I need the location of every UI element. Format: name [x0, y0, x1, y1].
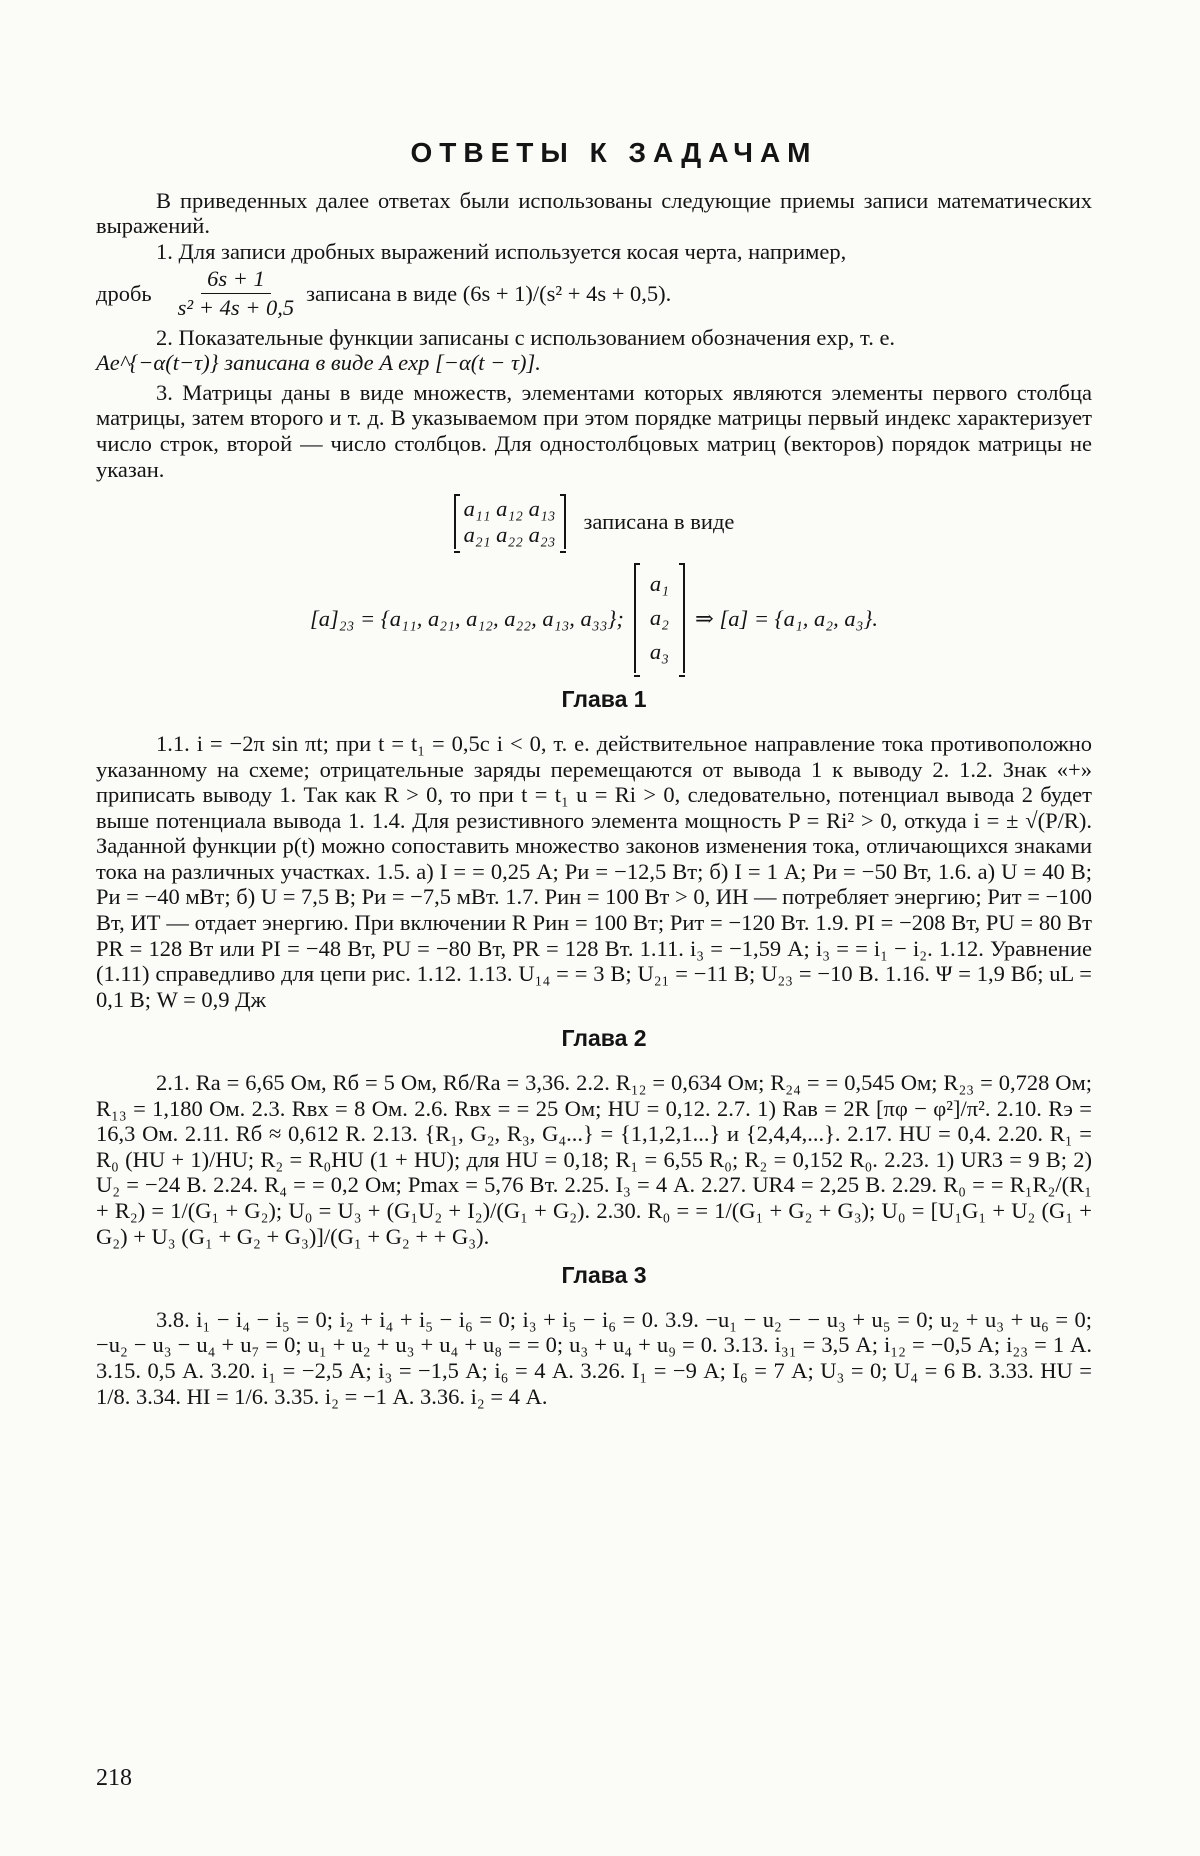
- intro-paragraph: В приведенных далее ответах были использованы следующие приемы записи математических выражений.: [96, 187, 1092, 239]
- chapter-1-heading: Глава 1: [561, 686, 647, 713]
- matrix-row-1: a₁₁ a₁₂ a₁₃: [463, 496, 556, 522]
- chapter-3-heading: Глава 3: [561, 1262, 647, 1289]
- rule-3-text: 3. Матрицы даны в виде множеств, элементами которых являются элементы первого столбца матрицы, затем второго и т. д. В указываемом при этом порядке матрицы первый индекс характеризует число строк, второй — число столбцов. Для одностолбцовых матриц (векторов) порядок матрицы не указан.: [96, 379, 1092, 482]
- fraction-denominator: s² + 4s + 0,5: [177, 294, 295, 320]
- matrix-caption: записана в виде: [583, 508, 735, 534]
- matrix: [454, 494, 566, 549]
- fraction-example: [178, 266, 295, 320]
- vector-example: [96, 563, 1092, 673]
- chapter-3-answers: 3.8. i₁ − i₄ − i₅ = 0; i₂ + i₄ + i₅ − i₆ = 0; i₃ + i₅ − i₆ = 0. 3.9. −u₁ − u₂ − − u₃ + u₅ = 0; u₂ + u₃ + u₆ = 0; −u₂ − u₃ − u₄ + u₇ = 0; u₁ + u₂ + u₃ + u₄ + u₈ = = 0; u₃ + u₄ + u₉ = 0. 3.13. i₃₁ = 3,5 А; i₁₂ = −0,5 А; i₂₃ = 1 А. 3.15. 0,5 А. 3.20. i₁ = −2,5 А; i₃ = −1,5 А; i₆ = 4 А. 3.26. I₁ = −9 А; I₆ = 7 А; U₃ = 0; U₄ = 6 В. 3.33. HU = 1/8. 3.34. HI = 1/6. 3.35. i₂ = −1 А. 3.36. i₂ = 4 А.: [96, 1306, 1092, 1409]
- chapter-2-heading: Глава 2: [561, 1025, 647, 1052]
- vector-element-3: a₃: [649, 639, 669, 665]
- page-number: 218: [96, 1765, 132, 1791]
- chapter-1-answers: 1.1. i = −2π sin πt; при t = t₁ = 0,5c i < 0, т. е. действительное направление тока противоположно указанному на схеме; отрицательные заряды перемещаются от вывода 1 к выводу 2. 1.2. Знак «+» приписать выводу 1. Так как R > 0, то при t = t₁ u = Ri > 0, следовательно, потенциал вывода 2 будет выше потенциала вывода 1. 1.4. Для резистивного элемента мощность P = Ri² > 0, откуда i = ± √(P/R). Заданной функции p(t) можно сопоставить множество законов изменения тока, отличающихся знаками тока на различных участках. 1.5. а) I = = 0,25 А; Pи = −12,5 Вт; б) I = 1 А; Pи = −50 Вт, 1.6. а) U = 40 В; Pи = −40 мВт; б) U = 7,5 В; Pи = −7,5 мВт. 1.7. Pин = 100 Вт > 0, ИН — потребляет энергию; Pит = −100 Вт, ИТ — отдает энергию. При включении R Pин = 100 Вт; Pит = −120 Вт. 1.9. PI = −208 Вт, PU = 80 Вт PR = 128 Вт или PI = −48 Вт, PU = −80 Вт, PR = 128 Вт. 1.11. i₃ = −1,59 А; i₃ = = i₁ − i₂. 1.12. Уравнение (1.11) справедливо для цепи рис. 1.12. 1.13. U₁₄ = = 3 В; U₂₁ = −11 В; U₂₃ = −10 В. 1.16. Ψ = 1,9 Вб; uL = 0,1 В; W = 0,9 Дж: [96, 730, 1092, 1012]
- matrix-row-2: a₂₁ a₂₂ a₂₃: [463, 521, 556, 547]
- set-expression: [a]₂₃ = {a₁₁, a₂₁, a₁₂, a₂₂, a₁₃, a₃₃};: [309, 605, 624, 631]
- rule-1-result: записана в виде (6s + 1)/(s² + 4s + 0,5).: [306, 280, 672, 306]
- column-vector: [634, 563, 685, 673]
- matrix-example: [96, 494, 1092, 549]
- rule-1-fraction-row: [96, 266, 1092, 320]
- page-content: [96, 137, 1092, 1409]
- fraction-numerator: 6s + 1: [201, 266, 271, 294]
- rule-2-result: Ae^{−α(t−τ)} записана в виде A exp [−α(t − τ)].: [96, 350, 541, 376]
- vector-result: ⇒ [a] = {a₁, a₂, a₃}.: [695, 605, 879, 631]
- vector-element-2: a₂: [649, 605, 669, 631]
- vector-element-1: a₁: [649, 571, 669, 597]
- rule-1-text: 1. Для записи дробных выражений используется косая черта, например,: [156, 238, 847, 264]
- page-title: ОТВЕТЫ К ЗАДАЧАМ: [410, 137, 818, 168]
- rule-2-text: 2. Показательные функции записаны с использованием обозначения exp, т. е.: [156, 324, 896, 350]
- chapter-2-answers: 2.1. Rа = 6,65 Ом, Rб = 5 Ом, Rб/Rа = 3,36. 2.2. R₁₂ = 0,634 Ом; R₂₄ = = 0,545 Ом; R₂₃ = 0,728 Ом; R₁₃ = 1,180 Ом. 2.3. Rвх = 8 Ом. 2.6. Rвх = = 25 Ом; HU = 0,12. 2.7. 1) Rав = 2R [πφ − φ²]/π². 2.10. Rэ = 16,3 Ом. 2.11. Rб ≈ 0,612 R. 2.13. {R₁, G₂, R₃, G₄...} = {1,1,2,1...} и {2,4,4,...}. 2.17. HU = 0,4. 2.20. R₁ = R₀ (HU + 1)/HU; R₂ = R₀HU (1 + HU); для HU = 0,18; R₁ = 6,55 R₀; R₂ = 0,152 R₀. 2.23. 1) UR3 = 9 В; 2) U₂ = −24 В. 2.24. R₄ = = 0,2 Ом; Pmax = 5,76 Вт. 2.25. I₃ = 4 А. 2.27. UR4 = 2,25 В. 2.29. R₀ = = R₁R₂/(R₁ + R₂) = 1/(G₁ + G₂); U₀ = U₃ + (G₁U₂ + I₂)/(G₁ + G₂). 2.30. R₀ = = 1/(G₁ + G₂ + G₃); U₀ = [U₁G₁ + U₂ (G₁ + G₂) + U₃ (G₁ + G₂ + G₃)]/(G₁ + G₂ + + G₃).: [96, 1070, 1092, 1249]
- rule-1-prefix: дробь: [96, 280, 152, 306]
